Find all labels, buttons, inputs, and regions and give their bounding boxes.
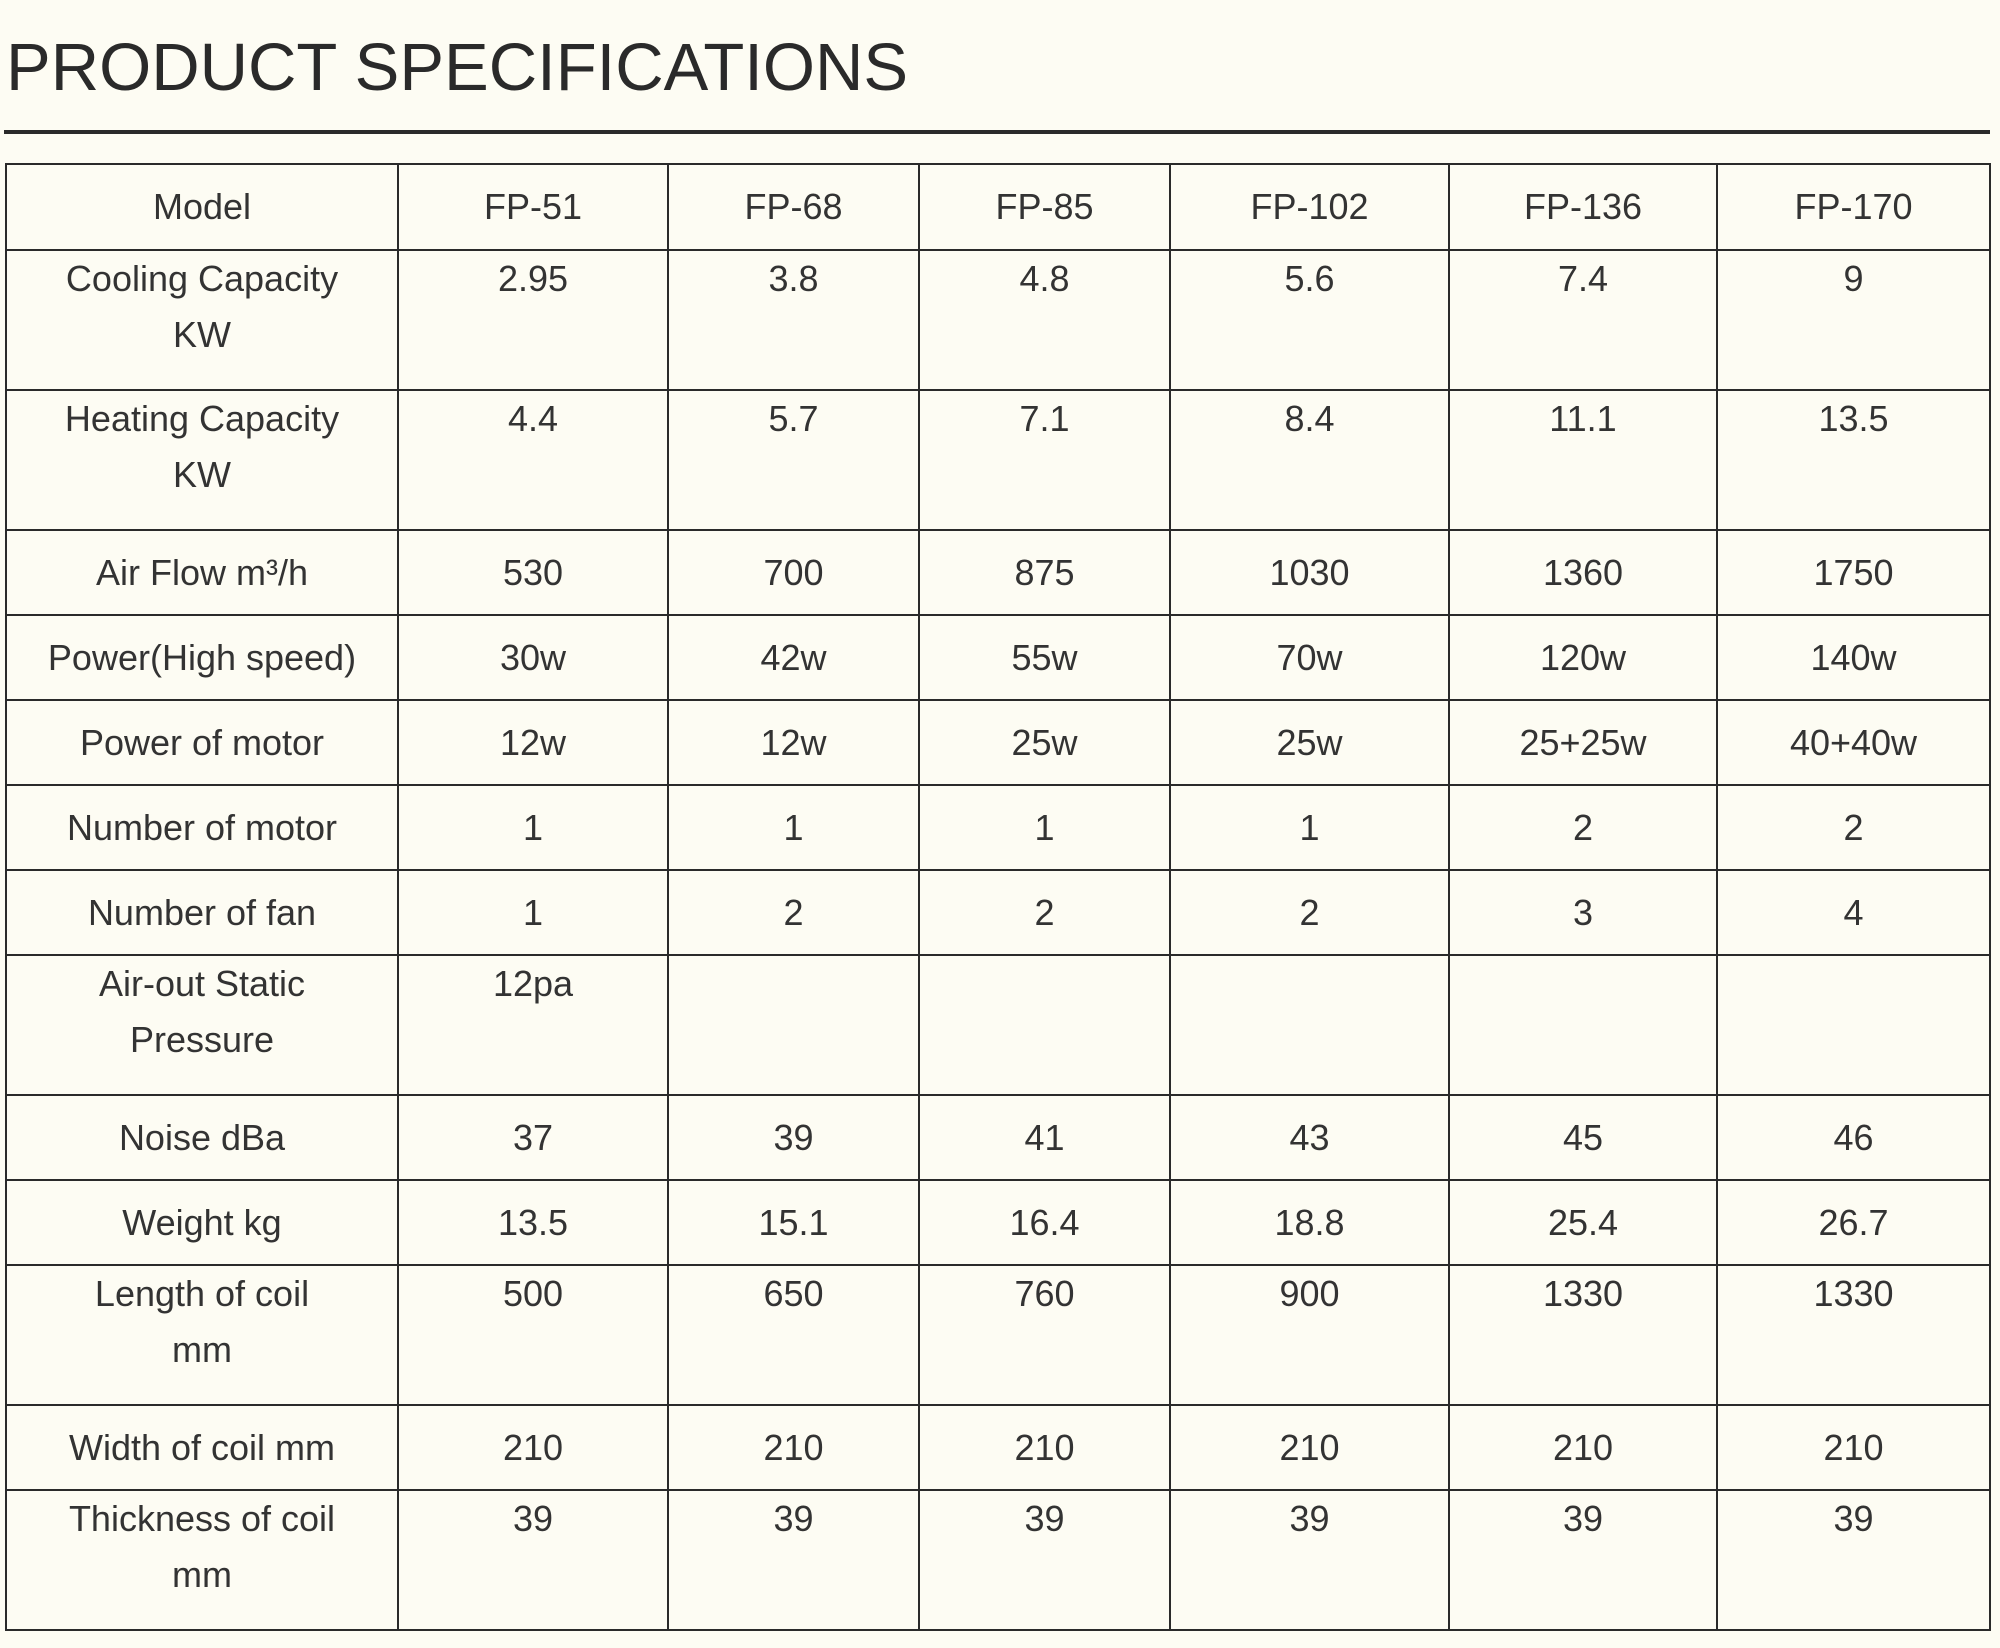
value-cell: 1330 <box>1449 1265 1717 1405</box>
table-row <box>6 1405 1990 1490</box>
value-cell: 2 <box>1717 785 1990 870</box>
value-cell: 1030 <box>1170 530 1449 615</box>
row-label-cell <box>6 1490 398 1630</box>
row-label-cell <box>6 530 398 615</box>
value-cell: 2 <box>668 870 919 955</box>
row-label-cell <box>6 615 398 700</box>
row-label-cell <box>6 870 398 955</box>
row-label-text: Power(High speed) <box>47 636 357 678</box>
table-row <box>6 955 1990 1095</box>
row-label-text: Width of coil mm <box>68 1426 336 1468</box>
value-cell: 13.5 <box>1717 390 1990 530</box>
table-row <box>6 1180 1990 1265</box>
value-cell: 7.1 <box>919 390 1170 530</box>
value-cell: 39 <box>1170 1490 1449 1630</box>
table-row <box>6 530 1990 615</box>
value-cell: 40+40w <box>1717 700 1990 785</box>
value-cell: 25+25w <box>1449 700 1717 785</box>
row-label-text: Length of coil mm <box>94 1273 310 1370</box>
value-cell: 210 <box>919 1405 1170 1490</box>
value-cell: 1 <box>668 785 919 870</box>
value-cell: 1 <box>919 785 1170 870</box>
value-cell: 210 <box>1170 1405 1449 1490</box>
table-row <box>6 390 1990 530</box>
value-cell: 1 <box>398 870 668 955</box>
row-label-text: Cooling Capacity KW <box>65 258 339 355</box>
value-cell: 1360 <box>1449 530 1717 615</box>
table-row <box>6 1490 1990 1630</box>
row-label-text: Air-out Static Pressure <box>98 963 306 1060</box>
value-cell: 7.4 <box>1449 250 1717 390</box>
value-cell: 46 <box>1717 1095 1990 1180</box>
model-header-cell: FP-170 <box>1717 164 1990 250</box>
value-cell: 25.4 <box>1449 1180 1717 1265</box>
value-cell: 2 <box>1170 870 1449 955</box>
value-cell: 875 <box>919 530 1170 615</box>
value-cell: 12w <box>668 700 919 785</box>
value-cell: 16.4 <box>919 1180 1170 1265</box>
header-row <box>6 164 1990 250</box>
table-row <box>6 1265 1990 1405</box>
value-cell: 1330 <box>1717 1265 1990 1405</box>
model-header-cell: FP-85 <box>919 164 1170 250</box>
value-cell <box>1717 955 1990 1095</box>
row-label-cell <box>6 785 398 870</box>
value-cell <box>1449 955 1717 1095</box>
value-cell: 3.8 <box>668 250 919 390</box>
value-cell: 25w <box>919 700 1170 785</box>
row-label-cell <box>6 1180 398 1265</box>
table-row <box>6 1095 1990 1180</box>
value-cell: 25w <box>1170 700 1449 785</box>
value-cell: 650 <box>668 1265 919 1405</box>
model-header-cell: FP-102 <box>1170 164 1449 250</box>
value-cell: 140w <box>1717 615 1990 700</box>
value-cell: 210 <box>1449 1405 1717 1490</box>
row-label-text: Thickness of coil mm <box>68 1498 336 1595</box>
row-label-cell <box>6 250 398 390</box>
value-cell: 2.95 <box>398 250 668 390</box>
value-cell: 4 <box>1717 870 1990 955</box>
value-cell: 39 <box>919 1490 1170 1630</box>
table-row <box>6 785 1990 870</box>
value-cell: 30w <box>398 615 668 700</box>
value-cell: 39 <box>1717 1490 1990 1630</box>
value-cell: 39 <box>668 1490 919 1630</box>
value-cell: 11.1 <box>1449 390 1717 530</box>
value-cell: 1750 <box>1717 530 1990 615</box>
row-label-text: Number of motor <box>66 806 338 848</box>
value-cell: 39 <box>668 1095 919 1180</box>
row-label-cell <box>6 700 398 785</box>
row-label-cell <box>6 1095 398 1180</box>
header-label-cell: Model <box>6 164 398 250</box>
value-cell: 120w <box>1449 615 1717 700</box>
value-cell: 9 <box>1717 250 1990 390</box>
value-cell: 700 <box>668 530 919 615</box>
value-cell: 18.8 <box>1170 1180 1449 1265</box>
value-cell: 55w <box>919 615 1170 700</box>
row-label-text: Number of fan <box>87 891 317 933</box>
value-cell: 42w <box>668 615 919 700</box>
table-row <box>6 870 1990 955</box>
value-cell: 5.6 <box>1170 250 1449 390</box>
model-header-cell: FP-68 <box>668 164 919 250</box>
row-label-cell <box>6 390 398 530</box>
value-cell: 210 <box>1717 1405 1990 1490</box>
value-cell: 4.4 <box>398 390 668 530</box>
row-label-cell <box>6 1265 398 1405</box>
value-cell: 2 <box>919 870 1170 955</box>
value-cell: 43 <box>1170 1095 1449 1180</box>
row-label-cell <box>6 1405 398 1490</box>
value-cell: 37 <box>398 1095 668 1180</box>
value-cell: 1 <box>1170 785 1449 870</box>
table-row <box>6 250 1990 390</box>
value-cell: 39 <box>398 1490 668 1630</box>
model-header-cell: FP-51 <box>398 164 668 250</box>
row-label-text: Heating Capacity KW <box>64 398 340 495</box>
value-cell: 1 <box>398 785 668 870</box>
row-label-text: Air Flow m³/h <box>95 551 308 593</box>
value-cell: 210 <box>398 1405 668 1490</box>
title-divider <box>4 130 1990 134</box>
row-label-text: Noise dBa <box>118 1116 286 1158</box>
row-label-text: Weight kg <box>122 1201 282 1243</box>
value-cell <box>668 955 919 1095</box>
value-cell: 12w <box>398 700 668 785</box>
value-cell: 15.1 <box>668 1180 919 1265</box>
page-title: PRODUCT SPECIFICATIONS <box>6 30 909 105</box>
value-cell: 41 <box>919 1095 1170 1180</box>
specifications-table <box>5 163 1991 1631</box>
value-cell: 70w <box>1170 615 1449 700</box>
value-cell: 500 <box>398 1265 668 1405</box>
value-cell: 45 <box>1449 1095 1717 1180</box>
value-cell: 3 <box>1449 870 1717 955</box>
value-cell <box>1170 955 1449 1095</box>
value-cell: 12pa <box>398 955 668 1095</box>
value-cell: 26.7 <box>1717 1180 1990 1265</box>
value-cell <box>919 955 1170 1095</box>
model-header-cell: FP-136 <box>1449 164 1717 250</box>
value-cell: 8.4 <box>1170 390 1449 530</box>
value-cell: 4.8 <box>919 250 1170 390</box>
row-label-cell <box>6 955 398 1095</box>
value-cell: 13.5 <box>398 1180 668 1265</box>
value-cell: 900 <box>1170 1265 1449 1405</box>
table-row <box>6 615 1990 700</box>
table-row <box>6 700 1990 785</box>
value-cell: 210 <box>668 1405 919 1490</box>
row-label-text: Power of motor <box>79 721 325 763</box>
value-cell: 2 <box>1449 785 1717 870</box>
value-cell: 5.7 <box>668 390 919 530</box>
value-cell: 760 <box>919 1265 1170 1405</box>
value-cell: 39 <box>1449 1490 1717 1630</box>
value-cell: 530 <box>398 530 668 615</box>
